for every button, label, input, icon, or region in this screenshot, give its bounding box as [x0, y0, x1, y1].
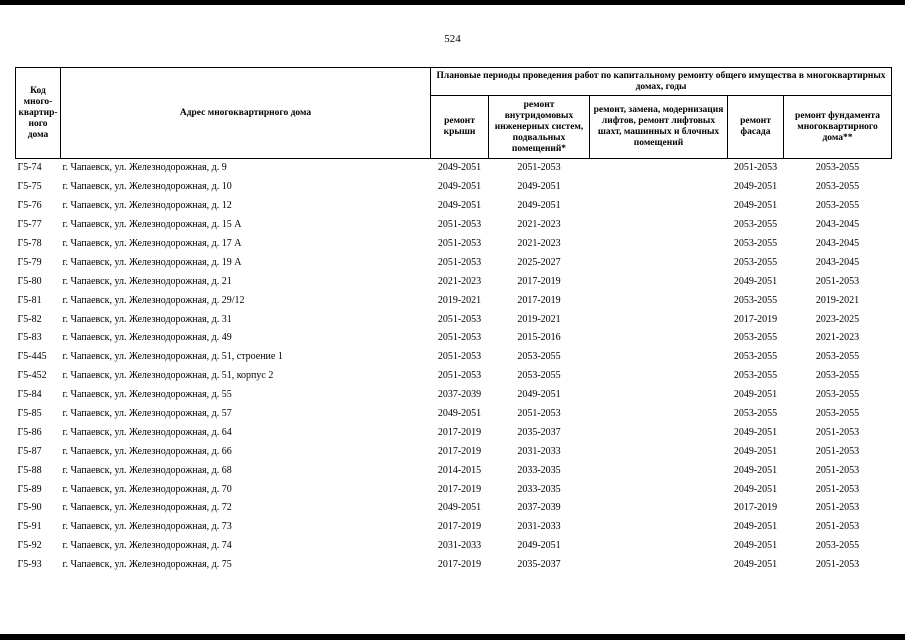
cell-lifts: [590, 480, 728, 499]
cell-code: Г5-85: [17, 408, 42, 420]
cell-foundation: 2051-2053: [815, 559, 860, 571]
cell-foundation: 2019-2021: [815, 294, 860, 306]
cell-foundation: 2043-2045: [815, 238, 860, 249]
cell-address: г. Чапаевск, ул. Железнодорожная, д. 9: [61, 159, 431, 178]
cell-roof: 2051-2053: [437, 256, 482, 268]
header-lifts: ремонт, замена, модернизация лифтов, ремонт лифтовых шахт, машинных и блочных помещений: [590, 96, 728, 159]
repair-schedule-table: [15, 67, 892, 575]
cell-systems: 2053-2055: [517, 351, 561, 363]
cell-systems: 2019-2021: [517, 313, 561, 325]
cell-code: Г5-83: [17, 332, 42, 344]
cell-lifts: [590, 367, 728, 386]
cell-address: г. Чапаевск, ул. Железнодорожная, д. 72: [62, 502, 232, 514]
cell-systems: 2015-2016: [517, 332, 561, 344]
cell-lifts: [590, 291, 728, 310]
table-row: [16, 442, 892, 461]
cell-code: Г5-78: [17, 238, 42, 249]
cell-address: г. Чапаевск, ул. Железнодорожная, д. 73: [62, 521, 232, 533]
cell-address: г. Чапаевск, ул. Железнодорожная, д. 49: [62, 332, 232, 344]
cell-lifts: [590, 405, 728, 424]
cell-roof: 2049-2051: [431, 159, 489, 178]
cell-roof: 2031-2033: [437, 540, 482, 552]
cell-address: г. Чапаевск, ул. Железнодорожная, д. 68: [62, 464, 232, 476]
cell-roof: 2014-2015: [437, 464, 482, 476]
cell-roof: 2017-2019: [437, 483, 482, 495]
cell-lifts: [590, 442, 728, 461]
header-facade: ремонт фасада: [728, 96, 784, 159]
table-row: [16, 235, 892, 254]
cell-address: г. Чапаевск, ул. Железнодорожная, д. 15 А: [62, 219, 242, 231]
table-row: [16, 178, 892, 197]
cell-lifts: [590, 178, 728, 197]
header-roof: ремонт крыши: [431, 96, 489, 159]
cell-systems: 2033-2035: [517, 483, 561, 495]
cell-systems: 2035-2037: [517, 559, 561, 571]
cell-systems: 2031-2033: [517, 521, 561, 533]
cell-facade: 2049-2051: [733, 445, 778, 457]
cell-address: г. Чапаевск, ул. Железнодорожная, д. 57: [62, 408, 232, 420]
table-row: [16, 329, 892, 348]
cell-roof: 2051-2053: [437, 351, 482, 363]
cell-roof: 2051-2053: [437, 313, 482, 325]
cell-code: Г5-86: [17, 426, 42, 438]
cell-systems: 2033-2035: [517, 464, 561, 476]
cell-foundation: 2053-2055: [815, 181, 860, 193]
cell-roof: 2051-2053: [437, 238, 482, 249]
cell-lifts: [590, 518, 728, 537]
cell-code: Г5-75: [17, 181, 42, 193]
cell-facade: 2049-2051: [733, 389, 778, 401]
cell-roof: 2049-2051: [437, 408, 482, 420]
cell-foundation: 2051-2053: [815, 502, 860, 514]
cell-roof: 2017-2019: [437, 426, 482, 438]
cell-facade: 2049-2051: [733, 200, 778, 212]
cell-code: Г5-92: [17, 540, 42, 552]
header-systems: ремонт внутридомовых инженерных систем, подвальных помещений*: [489, 96, 590, 159]
cell-lifts: [590, 235, 728, 254]
cell-facade: 2017-2019: [733, 313, 778, 325]
table-row: [16, 461, 892, 480]
cell-facade: 2049-2051: [733, 181, 778, 193]
cell-foundation: 2023-2025: [815, 313, 860, 325]
cell-foundation: 2051-2053: [815, 275, 860, 287]
cell-code: Г5-76: [17, 200, 42, 212]
table-row: [16, 291, 892, 310]
cell-systems: 2021-2023: [517, 219, 561, 231]
cell-address: г. Чапаевск, ул. Железнодорожная, д. 29/12: [62, 294, 245, 306]
cell-systems: 2049-2051: [517, 200, 561, 212]
cell-facade: 2053-2055: [733, 256, 778, 268]
cell-address: г. Чапаевск, ул. Железнодорожная, д. 51, корпус 2: [62, 370, 274, 382]
cell-foundation: 2051-2053: [815, 445, 860, 457]
cell-lifts: [590, 253, 728, 272]
cell-systems: 2049-2051: [517, 540, 561, 552]
cell-address: г. Чапаевск, ул. Железнодорожная, д. 51, строение 1: [62, 351, 283, 363]
cell-foundation: 2021-2023: [815, 332, 860, 344]
page-number: 524: [444, 33, 461, 45]
table-row: [16, 386, 892, 405]
cell-systems: 2017-2019: [517, 294, 561, 306]
cell-code: Г5-90: [17, 502, 42, 514]
cell-systems: 2025-2027: [517, 256, 561, 268]
table-row: [16, 348, 892, 367]
table-row: [16, 423, 892, 442]
cell-code: Г5-445: [17, 351, 47, 363]
cell-lifts: [590, 556, 728, 575]
cell-foundation: 2053-2055: [815, 351, 860, 363]
cell-roof: 2017-2019: [437, 559, 482, 571]
table-row: [16, 556, 892, 575]
cell-code: Г5-79: [17, 256, 42, 268]
cell-lifts: [590, 310, 728, 329]
table-row: [16, 310, 892, 329]
cell-roof: 2017-2019: [437, 521, 482, 533]
cell-systems: 2021-2023: [517, 238, 561, 249]
cell-foundation: 2053-2055: [815, 370, 860, 382]
cell-foundation: 2053-2055: [784, 159, 892, 178]
cell-systems: 2037-2039: [517, 502, 561, 514]
cell-foundation: 2051-2053: [815, 521, 860, 533]
bottom-border: [0, 634, 905, 640]
cell-foundation: 2053-2055: [815, 540, 860, 552]
cell-facade: 2049-2051: [733, 426, 778, 438]
cell-facade: 2053-2055: [733, 238, 778, 249]
cell-systems: 2031-2033: [517, 445, 561, 457]
cell-facade: 2053-2055: [733, 294, 778, 306]
cell-foundation: 2051-2053: [815, 464, 860, 476]
cell-lifts: [590, 537, 728, 556]
cell-systems: 2035-2037: [517, 426, 561, 438]
cell-code: Г5-80: [17, 275, 42, 287]
cell-address: г. Чапаевск, ул. Железнодорожная, д. 31: [62, 313, 232, 325]
header-code: Код много- квартир- ного дома: [16, 68, 61, 159]
cell-foundation: 2043-2045: [815, 256, 860, 268]
cell-foundation: 2051-2053: [815, 483, 860, 495]
table-row: [16, 537, 892, 556]
cell-address: г. Чапаевск, ул. Железнодорожная, д. 74: [62, 540, 232, 552]
cell-roof: 2021-2023: [437, 275, 482, 287]
cell-lifts: [590, 461, 728, 480]
cell-systems: 2051-2053: [489, 159, 590, 178]
cell-facade: 2049-2051: [733, 275, 778, 287]
cell-lifts: [590, 329, 728, 348]
header-planned-periods: Плановые периоды проведения работ по капитальному ремонту общего имущества в многоквартирных домах, годы: [431, 68, 892, 96]
cell-address: г. Чапаевск, ул. Железнодорожная, д. 10: [62, 181, 232, 193]
cell-facade: 2053-2055: [733, 408, 778, 420]
cell-systems: 2017-2019: [517, 275, 561, 287]
cell-systems: 2049-2051: [517, 389, 561, 401]
cell-roof: 2037-2039: [437, 389, 482, 401]
table-row: [16, 499, 892, 518]
cell-lifts: [590, 197, 728, 216]
cell-code: Г5-77: [17, 219, 42, 231]
cell-roof: 2017-2019: [437, 445, 482, 457]
cell-foundation: 2053-2055: [815, 200, 860, 212]
cell-facade: 2053-2055: [733, 219, 778, 231]
cell-roof: 2049-2051: [437, 200, 482, 212]
cell-foundation: 2053-2055: [815, 408, 860, 420]
cell-code: Г5-91: [17, 521, 42, 533]
cell-code: Г5-93: [17, 559, 42, 571]
cell-lifts: [590, 348, 728, 367]
cell-code: Г5-74: [16, 159, 61, 178]
cell-roof: 2051-2053: [437, 332, 482, 344]
cell-address: г. Чапаевск, ул. Железнодорожная, д. 75: [62, 559, 232, 571]
cell-facade: 2017-2019: [733, 502, 778, 514]
cell-facade: 2053-2055: [733, 370, 778, 382]
cell-code: Г5-89: [17, 483, 42, 495]
cell-code: Г5-84: [17, 389, 42, 401]
header-foundation: ремонт фундамента многоквартирного дома**: [784, 96, 892, 159]
table-row: [16, 480, 892, 499]
cell-address: г. Чапаевск, ул. Железнодорожная, д. 55: [62, 389, 232, 401]
cell-address: г. Чапаевск, ул. Железнодорожная, д. 64: [62, 426, 232, 438]
cell-roof: 2051-2053: [437, 219, 482, 231]
cell-systems: 2053-2055: [517, 370, 561, 382]
cell-address: г. Чапаевск, ул. Железнодорожная, д. 70: [62, 483, 232, 495]
cell-facade: 2049-2051: [733, 483, 778, 495]
cell-foundation: 2051-2053: [815, 426, 860, 438]
cell-lifts: [590, 159, 728, 178]
cell-lifts: [590, 386, 728, 405]
cell-address: г. Чапаевск, ул. Железнодорожная, д. 17 А: [62, 238, 242, 249]
cell-code: Г5-88: [17, 464, 42, 476]
cell-roof: 2049-2051: [437, 181, 482, 193]
top-border: [0, 0, 905, 5]
cell-code: Г5-87: [17, 445, 42, 457]
cell-roof: 2049-2051: [437, 502, 482, 514]
cell-facade: 2049-2051: [733, 521, 778, 533]
cell-address: г. Чапаевск, ул. Железнодорожная, д. 66: [62, 445, 232, 457]
cell-lifts: [590, 272, 728, 291]
cell-facade: 2053-2055: [733, 332, 778, 344]
table-row: [16, 253, 892, 272]
cell-systems: 2049-2051: [517, 181, 561, 193]
cell-address: г. Чапаевск, ул. Железнодорожная, д. 12: [62, 200, 232, 212]
table-row: [16, 159, 892, 178]
cell-lifts: [590, 216, 728, 235]
cell-facade: 2049-2051: [733, 540, 778, 552]
cell-roof: 2051-2053: [437, 370, 482, 382]
cell-foundation: 2053-2055: [815, 389, 860, 401]
cell-facade: 2053-2055: [733, 351, 778, 363]
cell-code: Г5-81: [17, 294, 42, 306]
table-row: [16, 272, 892, 291]
cell-lifts: [590, 499, 728, 518]
table-row: [16, 405, 892, 424]
cell-address: г. Чапаевск, ул. Железнодорожная, д. 21: [62, 275, 232, 287]
table-row: [16, 367, 892, 386]
cell-lifts: [590, 423, 728, 442]
table-row: [16, 216, 892, 235]
cell-systems: 2051-2053: [517, 408, 561, 420]
table-body: [16, 159, 892, 575]
header-address: Адрес многоквартирного дома: [61, 68, 431, 159]
cell-facade: 2051-2053: [728, 159, 784, 178]
cell-facade: 2049-2051: [733, 464, 778, 476]
cell-code: Г5-82: [17, 313, 42, 325]
table-row: [16, 197, 892, 216]
cell-foundation: 2043-2045: [815, 219, 860, 231]
table-row: [16, 518, 892, 537]
cell-address: г. Чапаевск, ул. Железнодорожная, д. 19 А: [62, 256, 242, 268]
cell-facade: 2049-2051: [733, 559, 778, 571]
cell-roof: 2019-2021: [437, 294, 482, 306]
cell-code: Г5-452: [17, 370, 47, 382]
